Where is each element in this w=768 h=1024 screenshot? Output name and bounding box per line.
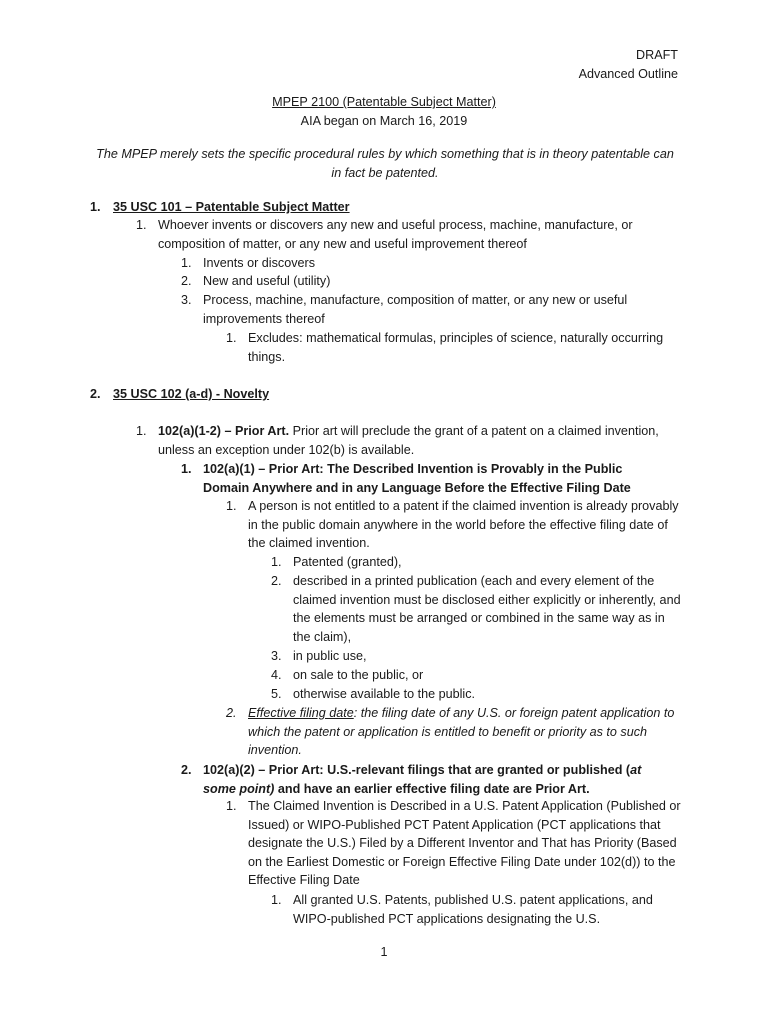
list-text: Excludes: mathematical formulas, principles of science, naturally occurring things. (248, 331, 664, 364)
list-text: Process, machine, manufacture, composition of matter, or any new or useful improvements thereof (203, 293, 628, 326)
outline-label: Advanced Outline (578, 66, 678, 81)
list-item (271, 666, 681, 685)
list-number: 2. (90, 387, 101, 401)
defined-term: Effective filing date (248, 706, 354, 720)
list-number: 1. (226, 331, 237, 345)
list-number: 1. (226, 499, 237, 513)
heading-emphasis: at some point) (203, 763, 642, 796)
list-number: 3. (271, 649, 282, 663)
list-item (271, 572, 681, 646)
list-text: Patented (granted), (293, 555, 402, 569)
list-item (181, 761, 671, 798)
list-item (271, 891, 681, 928)
title-block (0, 93, 768, 130)
list-number: 1. (226, 799, 237, 813)
list-text (203, 761, 671, 798)
section-2-heading (90, 385, 690, 404)
section-1-heading (90, 198, 690, 217)
list-text: 102(a)(1) – Prior Art: The Described Invention is Provably in the Public Domain Anywhere and in any Language Before the Effective Filing Date (203, 462, 631, 495)
prior-art-label: – Prior Art. (221, 424, 290, 438)
list-number: 1. (136, 424, 147, 438)
document-title: MPEP 2100 (Patentable Subject Matter) (272, 95, 496, 109)
list-number: 3. (181, 293, 192, 307)
list-item (136, 216, 681, 253)
list-text: New and useful (utility) (203, 274, 331, 288)
list-number: 1. (271, 555, 282, 569)
intro-paragraph: The MPEP merely sets the specific procedural rules by which something that is in theory patentable can in fact be patented. (96, 147, 674, 180)
list-item (226, 497, 681, 553)
list-item (136, 422, 681, 459)
list-number: 2. (181, 763, 192, 777)
page-number: 1 (380, 945, 388, 959)
list-number: 2. (271, 574, 282, 588)
list-number: 2. (181, 274, 192, 288)
list-item (271, 553, 681, 572)
heading-pre: 102(a)(2) – Prior Art: U.S.-relevant filings that are granted or published ( (203, 763, 631, 777)
list-text (158, 422, 681, 459)
list-item (226, 797, 686, 890)
page-header (579, 46, 678, 83)
definition-text: : the filing date of any U.S. or foreign patent application to which the patent or application is entitled to benefit or priority as to such invention. (248, 706, 675, 758)
list-item (271, 685, 681, 704)
list-text: A person is not entitled to a patent if the claimed invention is already provably in the public domain anywhere in the world before the effective filing date of the claimed invention. (248, 499, 679, 551)
list-number: 1. (90, 200, 101, 214)
list-number: 1. (181, 462, 192, 476)
list-number: 1. (271, 893, 282, 907)
list-number: 1. (136, 218, 147, 232)
citation-bold: 102(a)(1-2) (158, 424, 221, 438)
list-item (181, 460, 671, 497)
heading-text: 35 USC 102 (a-d) - Novelty (113, 387, 270, 401)
list-text: Whoever invents or discovers any new and useful process, machine, manufacture, or composition of matter, or any new and useful improvement thereof (158, 218, 633, 251)
list-text: Invents or discovers (203, 256, 315, 270)
list-text: All granted U.S. Patents, published U.S. patent applications, and WIPO-published PCT applications designating the U.S. (293, 893, 653, 926)
list-item (181, 291, 656, 328)
draft-label: DRAFT (636, 48, 678, 62)
list-text (248, 704, 681, 760)
list-item (271, 647, 681, 666)
list-number: 5. (271, 687, 282, 701)
list-number: 4. (271, 668, 282, 682)
list-text: on sale to the public, or (293, 668, 424, 682)
list-text: in public use, (293, 649, 367, 663)
paragraph-text: Prior art will preclude the grant of a patent on a claimed invention, unless an exception under 102(b) is available. (158, 424, 659, 457)
heading-post: and have an earlier effective filing date are Prior Art. (274, 781, 590, 796)
heading-text: 35 USC 101 – Patentable Subject Matter (113, 200, 350, 214)
list-text: otherwise available to the public. (293, 687, 476, 701)
list-number: 1. (181, 256, 192, 270)
list-text: described in a printed publication (each and every element of the claimed invention must be disclosed either explicitly or inherently, and the elements must be arranged or combined in the same way as in the claim), (293, 574, 681, 644)
list-number: 2. (226, 706, 237, 720)
list-item (226, 704, 681, 760)
document-subtitle: AIA began on March 16, 2019 (300, 113, 468, 128)
list-item (181, 254, 681, 273)
list-item (181, 272, 681, 291)
list-text: The Claimed Invention is Described in a U.S. Patent Application (Published or Issued) or WIPO-Published PCT Patent Application (PCT applications that designate the U.S.) Filed by a Different Inventor and That has Priority (Based on the Earliest Domestic or Foreign Effective Filing Date under 102(d)) to the Effective Filing Date (248, 799, 681, 888)
list-item (226, 329, 681, 366)
